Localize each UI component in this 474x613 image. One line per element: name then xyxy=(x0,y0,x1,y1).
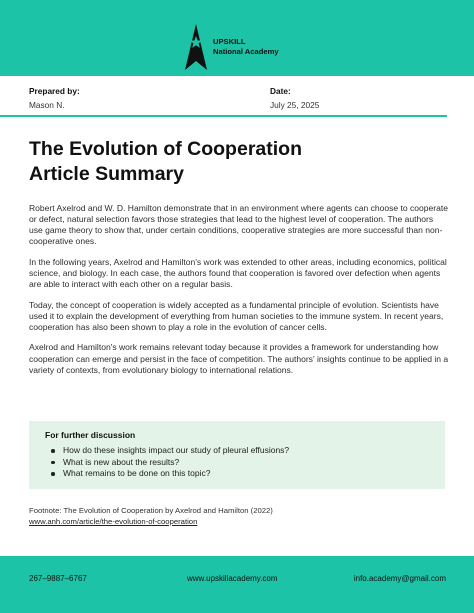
header-divider xyxy=(0,115,447,117)
discussion-item: What is new about the results? xyxy=(49,457,289,469)
header-band xyxy=(0,0,474,76)
discussion-list xyxy=(49,445,289,480)
prepared-by-value: Mason N. xyxy=(29,100,65,110)
page-title xyxy=(29,137,449,187)
paragraph-4: Axelrod and Hamilton's work remains relevant today because it provides a framework for understanding how cooperation can emerge and persist in the face of competition. The authors' insights continue to be applied in a variety of contexts, from evolutionary biology to international relations. xyxy=(29,342,449,375)
discussion-item: How do these insights impact our study of pleural effusions? xyxy=(49,445,289,457)
discussion-item: What remains to be done on this topic? xyxy=(49,468,289,480)
brand-line-2: National Academy xyxy=(213,47,279,56)
paragraph-2: In the following years, Axelrod and Hamilton's work was extended to other areas, including economics, political science, and biology. In each case, the authors found that cooperation is favored over defection when agents are able to interact with each other on a regular basis. xyxy=(29,256,447,290)
discussion-title: For further discussion xyxy=(45,430,136,440)
date-label: Date: xyxy=(270,86,291,96)
brand-name xyxy=(213,37,279,57)
date-block xyxy=(270,85,319,111)
title-line-1: The Evolution of Cooperation xyxy=(29,138,302,160)
footnote-text: Footnote: The Evolution of Cooperation by Axelrod and Hamilton (2022) xyxy=(29,506,273,515)
footer-website[interactable]: www.upskillacademy.com xyxy=(187,574,278,583)
footer-band xyxy=(0,556,474,613)
footnote-link[interactable]: www.anh.com/article/the-evolution-of-cooperation xyxy=(29,516,198,526)
date-value: July 25, 2025 xyxy=(270,100,320,110)
prepared-by-label: Prepared by: xyxy=(29,86,80,96)
summary-body xyxy=(29,203,449,385)
footer-email[interactable]: info.academy@gmail.com xyxy=(353,574,446,583)
brand-logo[interactable] xyxy=(185,24,279,70)
star-shield-icon xyxy=(185,24,207,70)
paragraph-3: Today, the concept of cooperation is widely accepted as a fundamental principle of evolution. Scientists have used it to explain the development of everything from human societies to the immune system. In recent years, cooperation has also been shown to play a role in the evolution of cancer cells. xyxy=(29,299,444,332)
footnote xyxy=(29,506,449,527)
title-line-2: Article Summary xyxy=(29,163,184,185)
prepared-by-block xyxy=(29,85,80,111)
discussion-box xyxy=(29,421,445,489)
paragraph-1: Robert Axelrod and W. D. Hamilton demonstrate that in an environment where agents can choose to cooperate or defect, natural selection favors those strategies that lead to the highest level of cooperation. The authors use game theory to show that, under certain conditions, cooperative strategies are more successful than non-cooperative ones. xyxy=(29,203,449,247)
footer-phone[interactable]: 267–9887–6767 xyxy=(29,574,87,583)
brand-line-1: UPSKILL xyxy=(213,37,246,46)
